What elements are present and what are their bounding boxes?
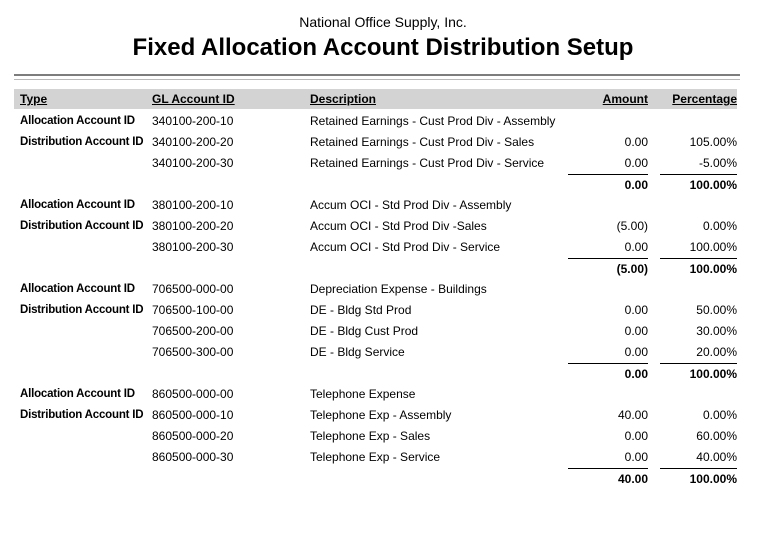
amount-cell: 0.00: [624, 303, 648, 317]
gl-account-cell: 706500-300-00: [152, 345, 234, 359]
company-name: National Office Supply, Inc.: [299, 14, 467, 30]
total-row: [20, 468, 737, 489]
total-amount-cell: 40.00: [568, 468, 648, 490]
distribution-row: [20, 300, 737, 321]
gl-account-cell: [152, 363, 310, 385]
description-cell: [310, 258, 568, 280]
allocation-row: [20, 384, 737, 405]
percentage-cell: 40.00%: [696, 450, 737, 464]
type-cell: Distribution Account ID: [20, 136, 144, 148]
percentage-cell: 20.00%: [696, 345, 737, 359]
amount-cell: 40.00: [617, 408, 648, 422]
total-amount-cell: 0.00: [568, 363, 648, 385]
allocation-row: [20, 279, 737, 300]
column-header-description: Description: [310, 92, 377, 106]
type-cell: [20, 321, 152, 342]
gl-account-cell: 380100-200-10: [152, 198, 234, 212]
total-amount-cell: 0.00: [568, 174, 648, 196]
type-cell: [20, 237, 152, 258]
type-cell: Allocation Account ID: [20, 199, 135, 211]
gl-account-cell: [152, 174, 310, 196]
type-cell: [20, 363, 152, 385]
distribution-row: [20, 321, 737, 342]
amount-cell: 0.00: [624, 324, 648, 338]
percentage-cell: 30.00%: [696, 324, 737, 338]
description-cell: Telephone Exp - Sales: [310, 429, 431, 443]
total-row: [20, 363, 737, 384]
type-cell: [20, 468, 152, 490]
total-percentage-cell: 100.00%: [660, 174, 737, 196]
distribution-row: [20, 132, 737, 153]
description-cell: Telephone Exp - Assembly: [310, 408, 452, 422]
header-divider: [14, 74, 740, 80]
type-cell: Allocation Account ID: [20, 283, 135, 295]
type-cell: [20, 258, 152, 280]
type-cell: Distribution Account ID: [20, 304, 144, 316]
type-cell: Distribution Account ID: [20, 220, 144, 232]
description-cell: Accum OCI - Std Prod Div - Service: [310, 240, 501, 254]
description-cell: Telephone Exp - Service: [310, 450, 441, 464]
gl-account-cell: 706500-200-00: [152, 324, 234, 338]
type-cell: [20, 447, 152, 468]
column-header-percentage: Percentage: [672, 92, 737, 106]
description-cell: Retained Earnings - Cust Prod Div - Service: [310, 156, 545, 170]
description-cell: DE - Bldg Std Prod: [310, 303, 412, 317]
type-cell: [20, 342, 152, 363]
gl-account-cell: 706500-000-00: [152, 282, 234, 296]
amount-cell: (5.00): [616, 219, 648, 233]
report-title: Fixed Allocation Account Distribution Setup: [132, 34, 634, 61]
description-cell: Accum OCI - Std Prod Div - Assembly: [310, 198, 512, 212]
total-percentage-cell: 100.00%: [660, 468, 737, 490]
percentage-cell: 0.00%: [702, 408, 737, 422]
percentage-cell: [648, 195, 737, 216]
amount-cell: [568, 111, 648, 132]
divider-line-light: [14, 79, 740, 80]
description-cell: [310, 174, 568, 196]
distribution-row: [20, 405, 737, 426]
total-amount-cell: (5.00): [568, 258, 648, 280]
description-cell: Depreciation Expense - Buildings: [310, 282, 487, 296]
type-cell: Distribution Account ID: [20, 409, 144, 421]
gl-account-cell: 380100-200-30: [152, 240, 234, 254]
total-row: [20, 258, 737, 279]
percentage-cell: [648, 111, 737, 132]
amount-cell: 0.00: [624, 345, 648, 359]
distribution-row: [20, 237, 737, 258]
distribution-row: [20, 216, 737, 237]
description-cell: Retained Earnings - Cust Prod Div - Assembly: [310, 114, 556, 128]
distribution-row: [20, 447, 737, 468]
amount-cell: [568, 384, 648, 405]
type-cell: [20, 426, 152, 447]
gl-account-cell: 340100-200-20: [152, 135, 234, 149]
percentage-cell: 50.00%: [696, 303, 737, 317]
percentage-cell: [648, 384, 737, 405]
type-cell: Allocation Account ID: [20, 388, 135, 400]
percentage-cell: 105.00%: [689, 135, 737, 149]
amount-cell: [568, 279, 648, 300]
gl-account-cell: 860500-000-30: [152, 450, 234, 464]
gl-account-cell: 860500-000-10: [152, 408, 234, 422]
gl-account-cell: 380100-200-20: [152, 219, 234, 233]
allocation-row: [20, 195, 737, 216]
table-header: [14, 89, 737, 109]
gl-account-cell: 340100-200-10: [152, 114, 234, 128]
amount-cell: 0.00: [624, 156, 648, 170]
type-cell: [20, 174, 152, 196]
gl-account-cell: 706500-100-00: [152, 303, 234, 317]
distribution-row: [20, 426, 737, 447]
type-cell: Allocation Account ID: [20, 115, 135, 127]
type-cell: [20, 153, 152, 174]
total-percentage-cell: 100.00%: [660, 258, 737, 280]
allocation-row: [20, 111, 737, 132]
amount-cell: 0.00: [624, 135, 648, 149]
percentage-cell: 0.00%: [702, 219, 737, 233]
description-cell: DE - Bldg Service: [310, 345, 405, 359]
amount-cell: 0.00: [624, 450, 648, 464]
description-cell: [310, 363, 568, 385]
total-row: [20, 174, 737, 195]
total-percentage-cell: 100.00%: [660, 363, 737, 385]
report-body: [20, 111, 737, 489]
distribution-row: [20, 342, 737, 363]
description-cell: Retained Earnings - Cust Prod Div - Sales: [310, 135, 535, 149]
percentage-cell: -5.00%: [698, 156, 737, 170]
description-cell: Telephone Expense: [310, 387, 416, 401]
amount-cell: 0.00: [624, 240, 648, 254]
description-cell: [310, 468, 568, 490]
percentage-cell: 100.00%: [689, 240, 737, 254]
column-header-type: Type: [20, 92, 48, 106]
percentage-cell: [648, 279, 737, 300]
gl-account-cell: [152, 258, 310, 280]
description-cell: DE - Bldg Cust Prod: [310, 324, 419, 338]
amount-cell: [568, 195, 648, 216]
gl-account-cell: [152, 468, 310, 490]
gl-account-cell: 340100-200-30: [152, 156, 234, 170]
gl-account-cell: 860500-000-00: [152, 387, 234, 401]
gl-account-cell: 860500-000-20: [152, 429, 234, 443]
amount-cell: 0.00: [624, 429, 648, 443]
column-header-amount: Amount: [602, 92, 648, 106]
distribution-row: [20, 153, 737, 174]
percentage-cell: 60.00%: [696, 429, 737, 443]
description-cell: Accum OCI - Std Prod Div -Sales: [310, 219, 487, 233]
column-header-gl-account: GL Account ID: [152, 92, 235, 106]
